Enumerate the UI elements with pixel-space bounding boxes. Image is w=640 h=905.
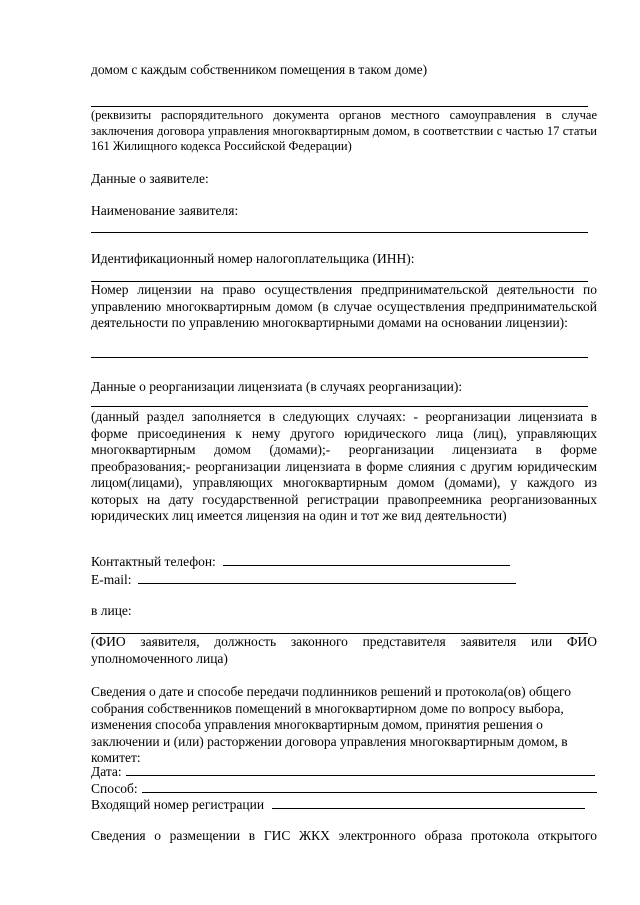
- inn-label: Идентификационный номер налогоплательщика (ИНН):: [91, 251, 415, 266]
- reorg-field[interactable]: [91, 406, 588, 407]
- applicant-heading: Данные о заявителе:: [91, 171, 209, 186]
- license-field[interactable]: [91, 357, 588, 358]
- method-row: [91, 781, 597, 797]
- reg-number-field[interactable]: [272, 807, 585, 809]
- email-field[interactable]: [138, 582, 516, 584]
- email-row: [91, 572, 516, 588]
- reorg-note: (данный раздел заполняется в следующих случаях: - реорганизации лицензиата в форме присоединения к нему другого юридического лица (лиц), управляющих многоквартирным домом (домами);- реорганизации лицензиата в форме преобразования;- реорганизации лицензиата в форме слияния с другим юридическим лицом(лицами), управляющих многоквартирным домом (домами), у каждого из которых на дату государственной регистрации правопреемника реорганизованных юридических лиц имеется лицензия на один и тот же вид деятельности): [91, 409, 597, 523]
- phone-row: [91, 554, 510, 570]
- date-field[interactable]: [126, 774, 595, 776]
- reg-number-label: Входящий номер регистрации: [91, 797, 265, 812]
- fio-note: (ФИО заявителя, должность законного представителя заявителя или ФИО уполномоченного лица): [91, 634, 597, 666]
- phone-field[interactable]: [223, 564, 510, 566]
- originals-label: Сведения о дате и способе передачи подлинников решений и протокола(ов) общего собрания собственников помещений в многоквартирном доме по вопросу выбора, изменения способа управления многоквартирным домом, принятия решения о заключении и (или) расторжении договора управления многоквартирным домом, в комитет:: [91, 684, 571, 765]
- continued-text-line: домом с каждым собственником помещения в таком доме): [91, 62, 428, 77]
- method-label: Способ:: [91, 781, 138, 796]
- applicant-name-field[interactable]: [91, 232, 588, 233]
- method-field[interactable]: [142, 791, 597, 793]
- date-row: [91, 764, 595, 780]
- email-label: E-mail:: [91, 572, 132, 587]
- license-label: Номер лицензии на право осуществления предпринимательской деятельности по управлению многоквартирным домом (в случае осуществления предпринимательской деятельности по управлению многоквартирными домами на основании лицензии):: [91, 282, 597, 330]
- reorg-label: Данные о реорганизации лицензиата (в случаях реорганизации):: [91, 379, 463, 394]
- date-label: Дата:: [91, 764, 122, 779]
- reg-number-row: [91, 797, 585, 813]
- phone-label: Контактный телефон:: [91, 554, 216, 569]
- applicant-name-label: Наименование заявителя:: [91, 203, 239, 218]
- person-label: в лице:: [91, 603, 132, 618]
- gis-label: Сведения о размещении в ГИС ЖКХ электронного образа протокола открытого: [91, 828, 597, 843]
- requisites-field[interactable]: [91, 106, 588, 107]
- requisites-note: (реквизиты распорядительного документа органов местного самоуправления в случае заключения договора управления многоквартирным домом, в соответствии с частью 17 статьи 161 Жилищного кодекса Российской Федерации): [91, 108, 597, 153]
